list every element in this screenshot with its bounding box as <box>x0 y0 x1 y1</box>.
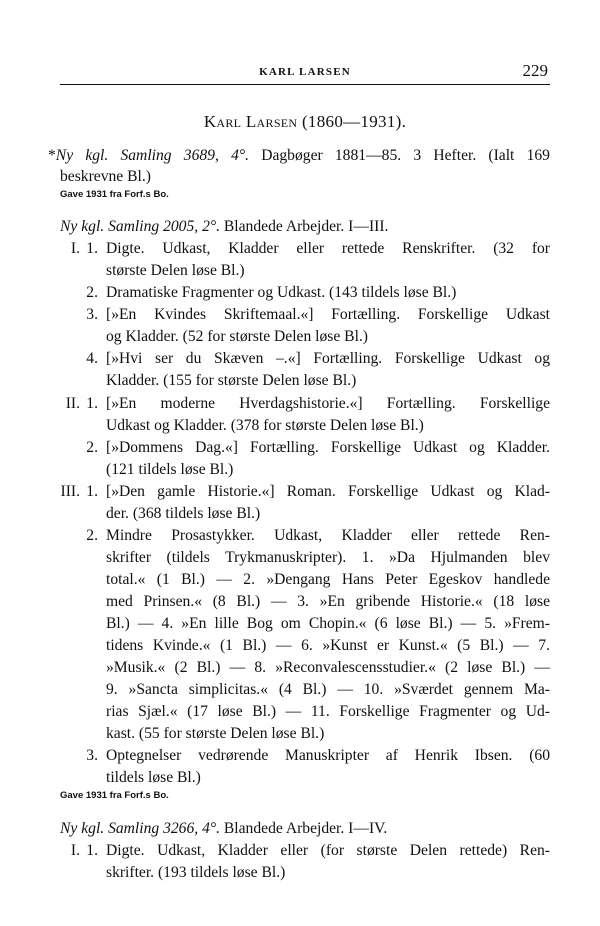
item-number: 1. <box>86 842 98 859</box>
item-line: og Kladder. (52 for største Delen løse Bl.) <box>106 328 369 345</box>
item-line: 9. »Sancta simplicitas.« (4 Bl.) — 10. »Sværdet gennem Ma- <box>106 681 550 698</box>
entry2-description: Blandede Arbejder. I—III. <box>223 218 389 235</box>
author-first-name: Karl <box>203 112 242 131</box>
entry1-line1 <box>48 145 550 167</box>
item-number: 3. <box>86 747 98 764</box>
author-last-name: Larsen <box>245 112 298 131</box>
entry2-collection: Ny kgl. Samling 2005, 2°. <box>60 218 220 235</box>
item-line: tildels løse Bl.) <box>106 769 201 786</box>
item-line: med Prinsen.« (8 Bl.) — 3. »En gribende Historie.« (18 løse <box>106 593 550 610</box>
entry2-header <box>60 216 388 238</box>
entry1-gift: Gave 1931 fra Forf.s Bo. <box>60 189 169 200</box>
running-head <box>60 62 550 82</box>
item-line: [»Den gamle Historie.«] Roman. Forskellige Udkast og Klad- <box>106 483 550 500</box>
item-line: skrifter. (193 tildels løse Bl.) <box>106 864 286 881</box>
item-number: 1. <box>86 395 98 412</box>
item-line: tidens Kvinde.« (1 Bl.) — 6. »Kunst er Kunst.« (5 Bl.) — 7. <box>106 637 550 654</box>
item-number: 2. <box>86 284 98 301</box>
item-number: 1. <box>86 483 98 500</box>
entry1-text-line2: beskrevne Bl.) <box>60 168 151 185</box>
item-line: Bl.) — 4. »En lille Bog om Chopin.« (6 løse Bl.) — 5. »Frem- <box>106 615 550 632</box>
item-line: Udkast og Kladder. (378 for største Delen løse Bl.) <box>106 417 424 434</box>
roman-numeral: I. <box>70 240 80 257</box>
item-line: der. (368 tildels løse Bl.) <box>106 505 261 522</box>
header-rule <box>60 84 550 85</box>
item-number: 3. <box>86 306 98 323</box>
entry2-gift: Gave 1931 fra Forf.s Bo. <box>60 790 169 801</box>
item-line: Dramatiske Fragmenter og Udkast. (143 tildels løse Bl.) <box>106 284 457 301</box>
roman-numeral: III. <box>60 483 80 500</box>
item-line: [»Hvi ser du Skæven –.«] Fortælling. Forskellige Udkast og <box>106 350 550 367</box>
item-line: [»En Kvindes Skriftemaal.«] Fortælling. Forskellige Udkast <box>106 306 550 323</box>
item-line: Optegnelser vedrørende Manuskripter af Henrik Ibsen. (60 <box>106 747 550 764</box>
entry3-description: Blandede Arbejder. I—IV. <box>223 820 388 837</box>
entry1-star: * <box>48 147 56 164</box>
item-line: rias Sjæl.« (17 løse Bl.) — 11. Forskellige Fragmenter og Ud- <box>106 703 550 720</box>
item-line: skrifter (tildels Trykmanuskripter). 1. »Da Hjulmanden blev <box>106 549 550 566</box>
item-line: »Musik.« (2 Bl.) — 8. »Reconvalescensstudier.« (2 løse Bl.) — <box>106 659 550 676</box>
author-years: (1860—1931). <box>301 112 407 131</box>
item-line: Digte. Udkast, Kladder eller rettede Renskrifter. (32 for <box>106 240 550 257</box>
item-line: (121 tildels løse Bl.) <box>106 461 234 478</box>
item-line: [»Dommens Dag.«] Fortælling. Forskellige Udkast og Kladder. <box>106 439 550 456</box>
item-number: 1. <box>86 240 98 257</box>
roman-numeral: II. <box>65 395 80 412</box>
entry1-text-line1: Dagbøger 1881—85. 3 Hefter. (Ialt 169 <box>261 147 550 164</box>
entry3-header <box>60 818 387 840</box>
item-number: 4. <box>86 350 98 367</box>
item-line: Kladder. (155 for største Delen løse Bl.) <box>106 372 357 389</box>
entry1-collection: Ny kgl. Samling 3689, 4°. <box>55 147 249 164</box>
item-line: total.« (1 Bl.) — 2. »Dengang Hans Peter Egeskov handlede <box>106 571 550 588</box>
item-number: 2. <box>86 439 98 456</box>
section-title <box>60 112 550 132</box>
page-number: 229 <box>522 61 548 80</box>
running-head-title: KARL LARSEN <box>259 66 351 78</box>
entry3-collection: Ny kgl. Samling 3266, 4°. <box>60 820 220 837</box>
item-line: kast. (55 for største Delen løse Bl.) <box>106 725 325 742</box>
item-line: største Delen løse Bl.) <box>106 262 245 279</box>
item-number: 2. <box>86 527 98 544</box>
roman-numeral: I. <box>70 842 80 859</box>
item-line: [»En moderne Hverdagshistorie.«] Fortælling. Forskellige <box>106 395 550 412</box>
item-line: Digte. Udkast, Kladder eller (for største Delen rettede) Ren- <box>106 842 550 859</box>
item-line: Mindre Prosastykker. Udkast, Kladder eller rettede Ren- <box>106 527 550 544</box>
